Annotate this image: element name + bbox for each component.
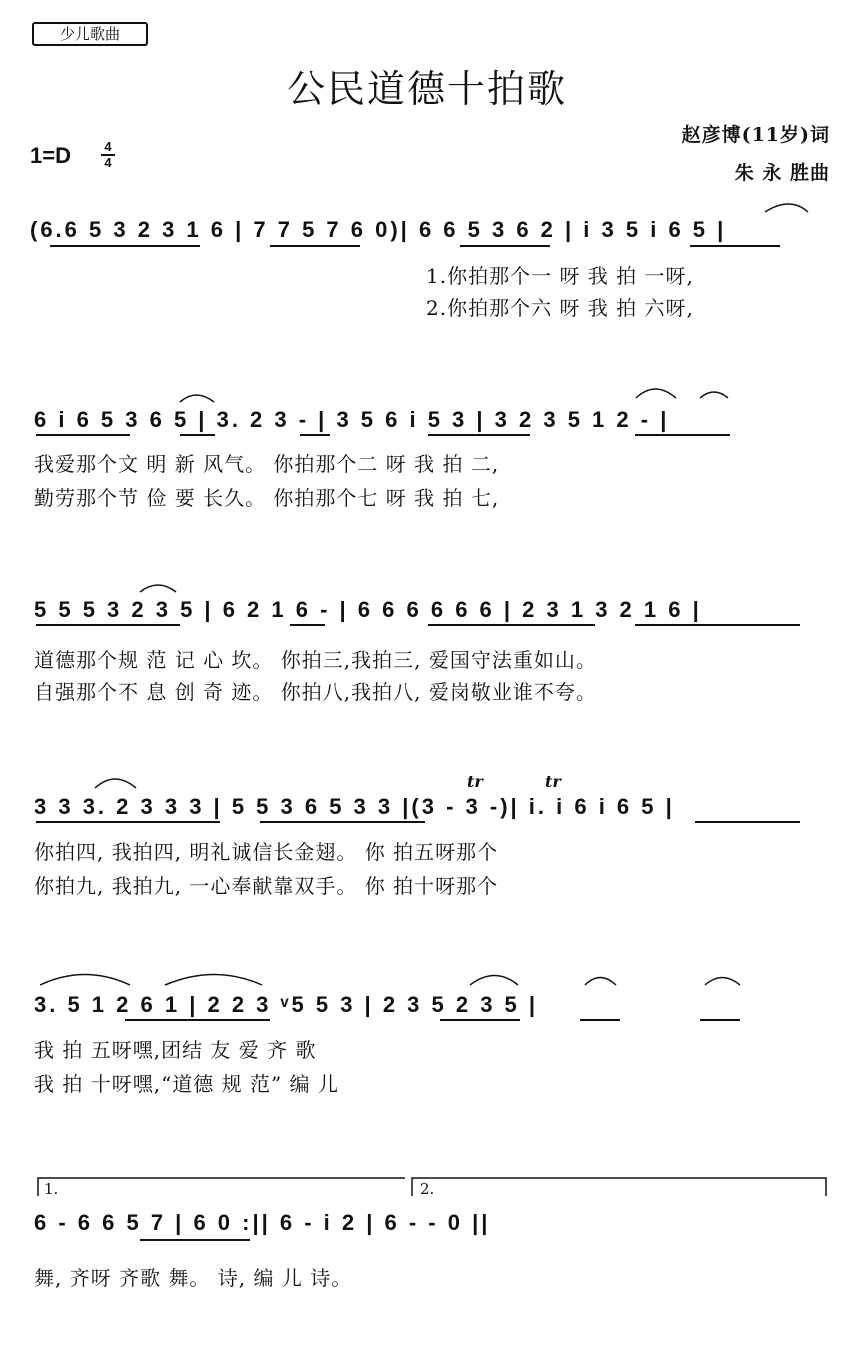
category-tag: 少儿歌曲 xyxy=(32,22,148,46)
composer-credit: 朱 永 胜曲 xyxy=(734,162,830,184)
time-signature-bottom: 4 xyxy=(101,154,115,170)
slur-9 xyxy=(470,976,518,986)
volta-brackets xyxy=(38,1178,826,1196)
lyrics-system-6: 舞, 齐呀 齐歌 舞。 诗, 编 儿 诗。 xyxy=(34,1266,353,1290)
slur-2 xyxy=(180,395,214,402)
notes-system-2: 6 i 6 5 3 6 5 | 3. 2 3 - | 3 5 6 i 5 3 | 3 2 3 5 1 2 - | xyxy=(34,407,670,432)
slur-8 xyxy=(165,975,262,986)
trill-mark-1: tr xyxy=(467,772,483,791)
notes-system-1: (6.6 5 3 2 3 1 6 | 7 7 5 7 6 0)| 6 6 5 3 6 2 | i 3 5 i 6 5 | xyxy=(30,217,727,242)
lyrics-system-2-verse-1: 我爱那个文 明 新 风气。 你拍那个二 呀 我 拍 二, xyxy=(34,452,500,476)
slur-7 xyxy=(40,975,130,986)
lyrics-system-1-verse-2: 2.你拍那个六 呀 我 拍 六呀, xyxy=(426,296,694,320)
slur-11 xyxy=(705,978,740,986)
slur-1 xyxy=(765,204,808,212)
notes-system-3: 5 5 5 3 2 3 5 | 6 2 1 6 - | 6 6 6 6 6 6 | 2 3 1 3 2 1 6 | xyxy=(34,597,702,622)
lyrics-system-1-verse-1: 1.你拍那个一 呀 我 拍 一呀, xyxy=(426,264,694,288)
time-signature-top: 4 xyxy=(104,139,112,154)
slur-3 xyxy=(636,389,676,398)
lyrics-system-3-verse-2: 自强那个不 息 创 奇 迹。 你拍八,我拍八, 爱岗敬业谁不夸。 xyxy=(34,680,597,704)
volta-2-label: 2. xyxy=(420,1180,435,1198)
slur-6 xyxy=(95,779,136,788)
notes-system-4: 3 3 3. 2 3 3 3 | 5 5 3 6 5 3 3 |(3 - 3 -)| i. i 6 i 6 5 | xyxy=(34,794,675,819)
lyricist-credit: 赵彦博(11岁)词 xyxy=(681,124,830,146)
trill-mark-2: tr xyxy=(545,772,561,791)
notes-system-5: 3. 5 1 2 6 1 | 2 2 3 ᵛ5 5 3 | 2 3 5 2 3 5 | xyxy=(34,992,539,1017)
lyrics-system-3-verse-1: 道德那个规 范 记 心 坎。 你拍三,我拍三, 爱国守法重如山。 xyxy=(34,648,597,672)
song-title: 公民道德十拍歌 xyxy=(286,67,567,111)
key-signature: 1=D xyxy=(30,143,71,168)
slur-4 xyxy=(700,392,728,398)
lyrics-system-2-verse-2: 勤劳那个节 俭 要 长久。 你拍那个七 呀 我 拍 七, xyxy=(34,486,500,510)
lyrics-system-4-verse-2: 你拍九, 我拍九, 一心奉献靠双手。 你 拍十呀那个 xyxy=(34,874,499,898)
slur-5 xyxy=(140,585,176,592)
slur-10 xyxy=(585,978,616,986)
lyrics-system-5-verse-2: 我 拍 十呀嘿,“道德 规 范” 编 儿 xyxy=(34,1072,339,1096)
notes-system-6: 6 - 6 6 5 7 | 6 0 :|| 6 - i 2 | 6 - - 0 || xyxy=(34,1210,491,1235)
volta-1-label: 1. xyxy=(44,1180,59,1198)
lyrics-system-5-verse-1: 我 拍 五呀嘿,团结 友 爱 齐 歌 xyxy=(34,1038,317,1062)
lyrics-system-4-verse-1: 你拍四, 我拍四, 明礼诚信长金翅。 你 拍五呀那个 xyxy=(34,840,499,864)
